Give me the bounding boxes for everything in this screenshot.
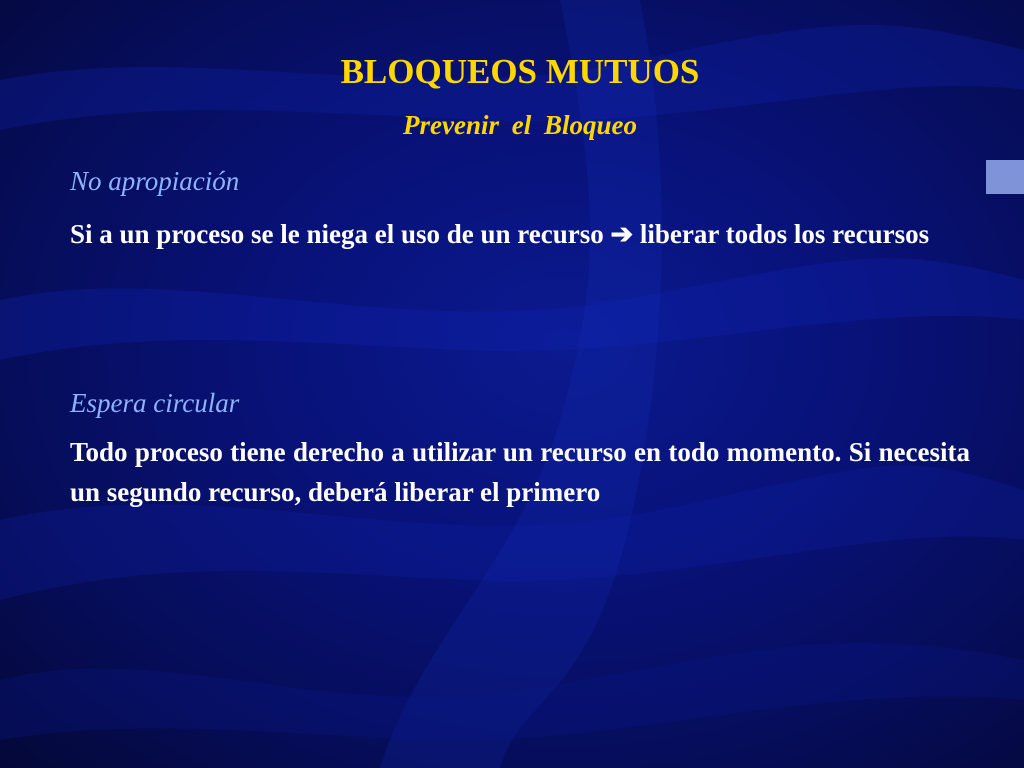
corner-tab-decoration bbox=[986, 160, 1024, 194]
section-heading-no-apropiacion: No apropiación bbox=[70, 166, 240, 196]
slide-subtitle: Prevenir el Bloqueo bbox=[403, 110, 637, 140]
right-arrow-icon: ➔ bbox=[610, 219, 634, 249]
section-text-espera-circular: Todo proceso tiene derecho a utilizar un recurso en todo momento. Si necesita un segundo recurso, deberá liberar el primero bbox=[70, 437, 970, 507]
text-after-arrow: liberar todos los recursos bbox=[639, 219, 930, 249]
text-before-arrow: Si a un proceso se le niega el uso de un recurso bbox=[70, 219, 604, 249]
slide-title: BLOQUEOS MUTUOS bbox=[340, 52, 700, 91]
section-heading-espera-circular: Espera circular bbox=[70, 388, 240, 418]
section-text-no-apropiacion bbox=[70, 214, 970, 254]
